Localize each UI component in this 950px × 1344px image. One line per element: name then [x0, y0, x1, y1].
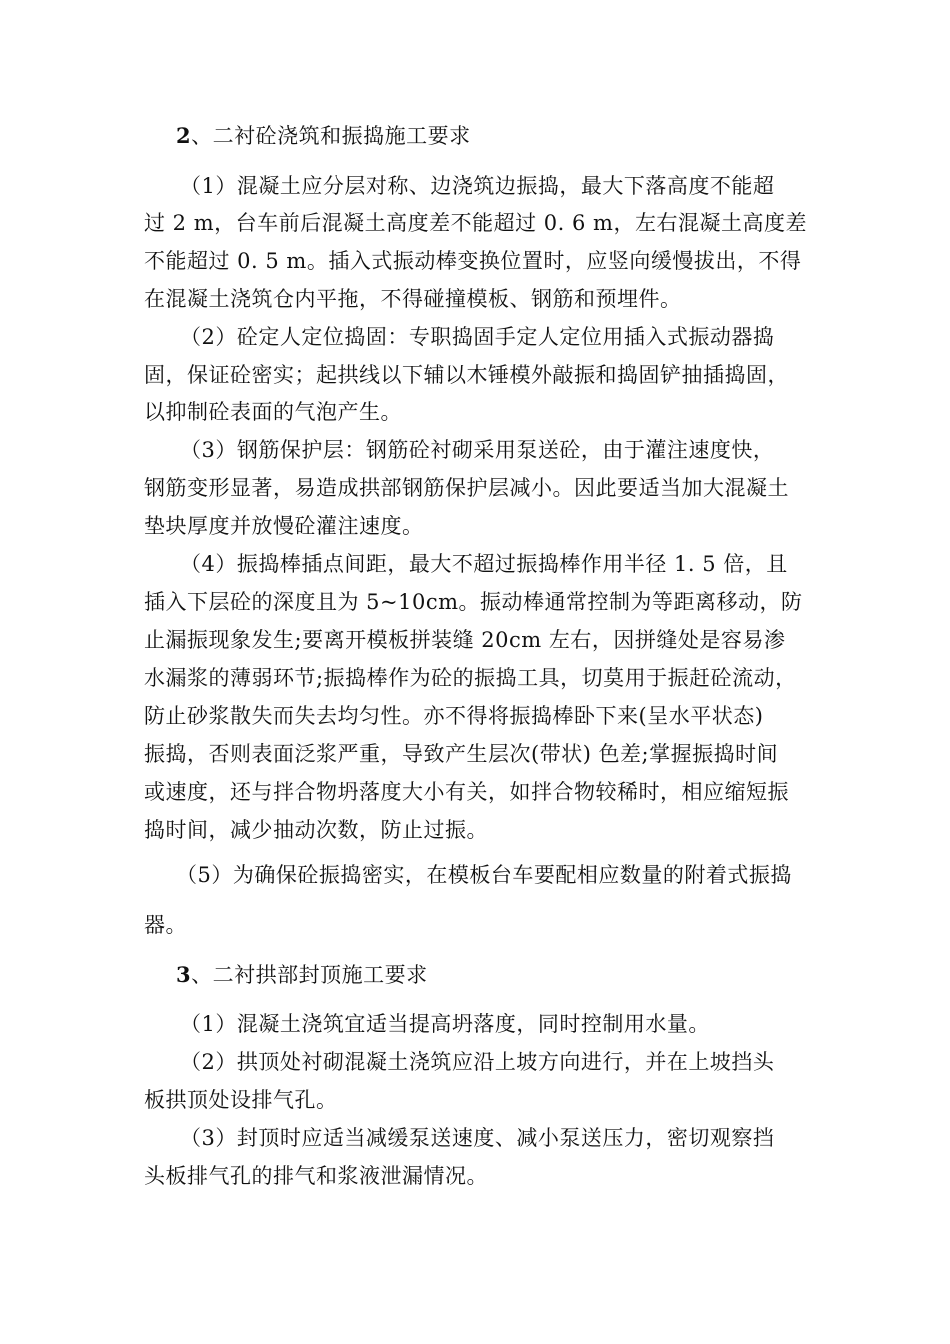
paragraph-line: 防止砂浆散失而失去均匀性。亦不得将振捣棒卧下来(呈水平状态) [144, 704, 764, 728]
section-number: 3 [176, 962, 192, 987]
section-heading [176, 121, 846, 151]
section-title: 、二衬砼浇筑和振捣施工要求 [191, 124, 471, 148]
paragraph-line: 垫块厚度并放慢砼灌注速度。 [144, 514, 424, 538]
paragraph-line: 止漏振现象发生;要离开模板拼装缝 20cm 左右，因拼缝处是容易渗 [144, 628, 786, 652]
paragraph-line: （3）封顶时应适当减缓泵送速度、减小泵送压力，密切观察挡 [180, 1126, 775, 1150]
paragraph-line: （1）混凝土应分层对称、边浇筑边振捣，最大下落高度不能超 [180, 174, 775, 198]
paragraph-line: 在混凝土浇筑仓内平拖，不得碰撞模板、钢筋和预埋件。 [144, 287, 682, 311]
paragraph-line: （4）振捣棒插点间距，最大不超过振捣棒作用半径 1. 5 倍，且 [180, 552, 788, 576]
paragraph-line: 捣时间，减少抽动次数，防止过振。 [144, 818, 488, 842]
paragraph-line: 器。 [144, 913, 187, 937]
paragraph-line: 板拱顶处设排气孔。 [144, 1088, 338, 1112]
paragraph-line: 振捣，否则表面泛浆严重，导致产生层次(带状) 色差;掌握振捣时间 [144, 742, 779, 766]
paragraph-line: 不能超过 0. 5 m。插入式振动棒变换位置时，应竖向缓慢拔出，不得 [144, 249, 802, 273]
paragraph-line: （1）混凝土浇筑宜适当提高坍落度，同时控制用水量。 [180, 1012, 710, 1036]
paragraph-line: 以抑制砼表面的气泡产生。 [144, 400, 402, 424]
paragraph-line: 固，保证砼密实；起拱线以下辅以木锤模外敲振和捣固铲抽插捣固， [144, 363, 789, 387]
paragraph-line: 钢筋变形显著，易造成拱部钢筋保护层减小。因此要适当加大混凝土 [144, 476, 789, 500]
paragraph-line: （5）为确保砼振捣密实，在模板台车要配相应数量的附着式振捣 [176, 863, 792, 887]
paragraph-line: 过 2 m，台车前后混凝土高度差不能超过 0. 6 m，左右混凝土高度差 [144, 211, 807, 235]
paragraph-line: 或速度，还与拌合物坍落度大小有关，如拌合物较稀时，相应缩短振 [144, 780, 789, 804]
section-heading [176, 960, 846, 990]
paragraph-line: （2）砼定人定位捣固：专职捣固手定人定位用插入式振动器捣 [180, 325, 775, 349]
paragraph-line: 插入下层砼的深度且为 5~10cm。振动棒通常控制为等距离移动，防 [144, 590, 803, 614]
paragraph-line: 水漏浆的薄弱环节;振捣棒作为砼的振捣工具，切莫用于振赶砼流动， [144, 666, 797, 690]
paragraph-line: （2）拱顶处衬砌混凝土浇筑应沿上坡方向进行，并在上坡挡头 [180, 1050, 775, 1074]
paragraph-line: （3）钢筋保护层：钢筋砼衬砌采用泵送砼，由于灌注速度快， [180, 438, 775, 462]
section-title: 、二衬拱部封顶施工要求 [191, 963, 428, 987]
paragraph-line: 头板排气孔的排气和浆液泄漏情况。 [144, 1164, 488, 1188]
section-number: 2 [176, 123, 192, 148]
